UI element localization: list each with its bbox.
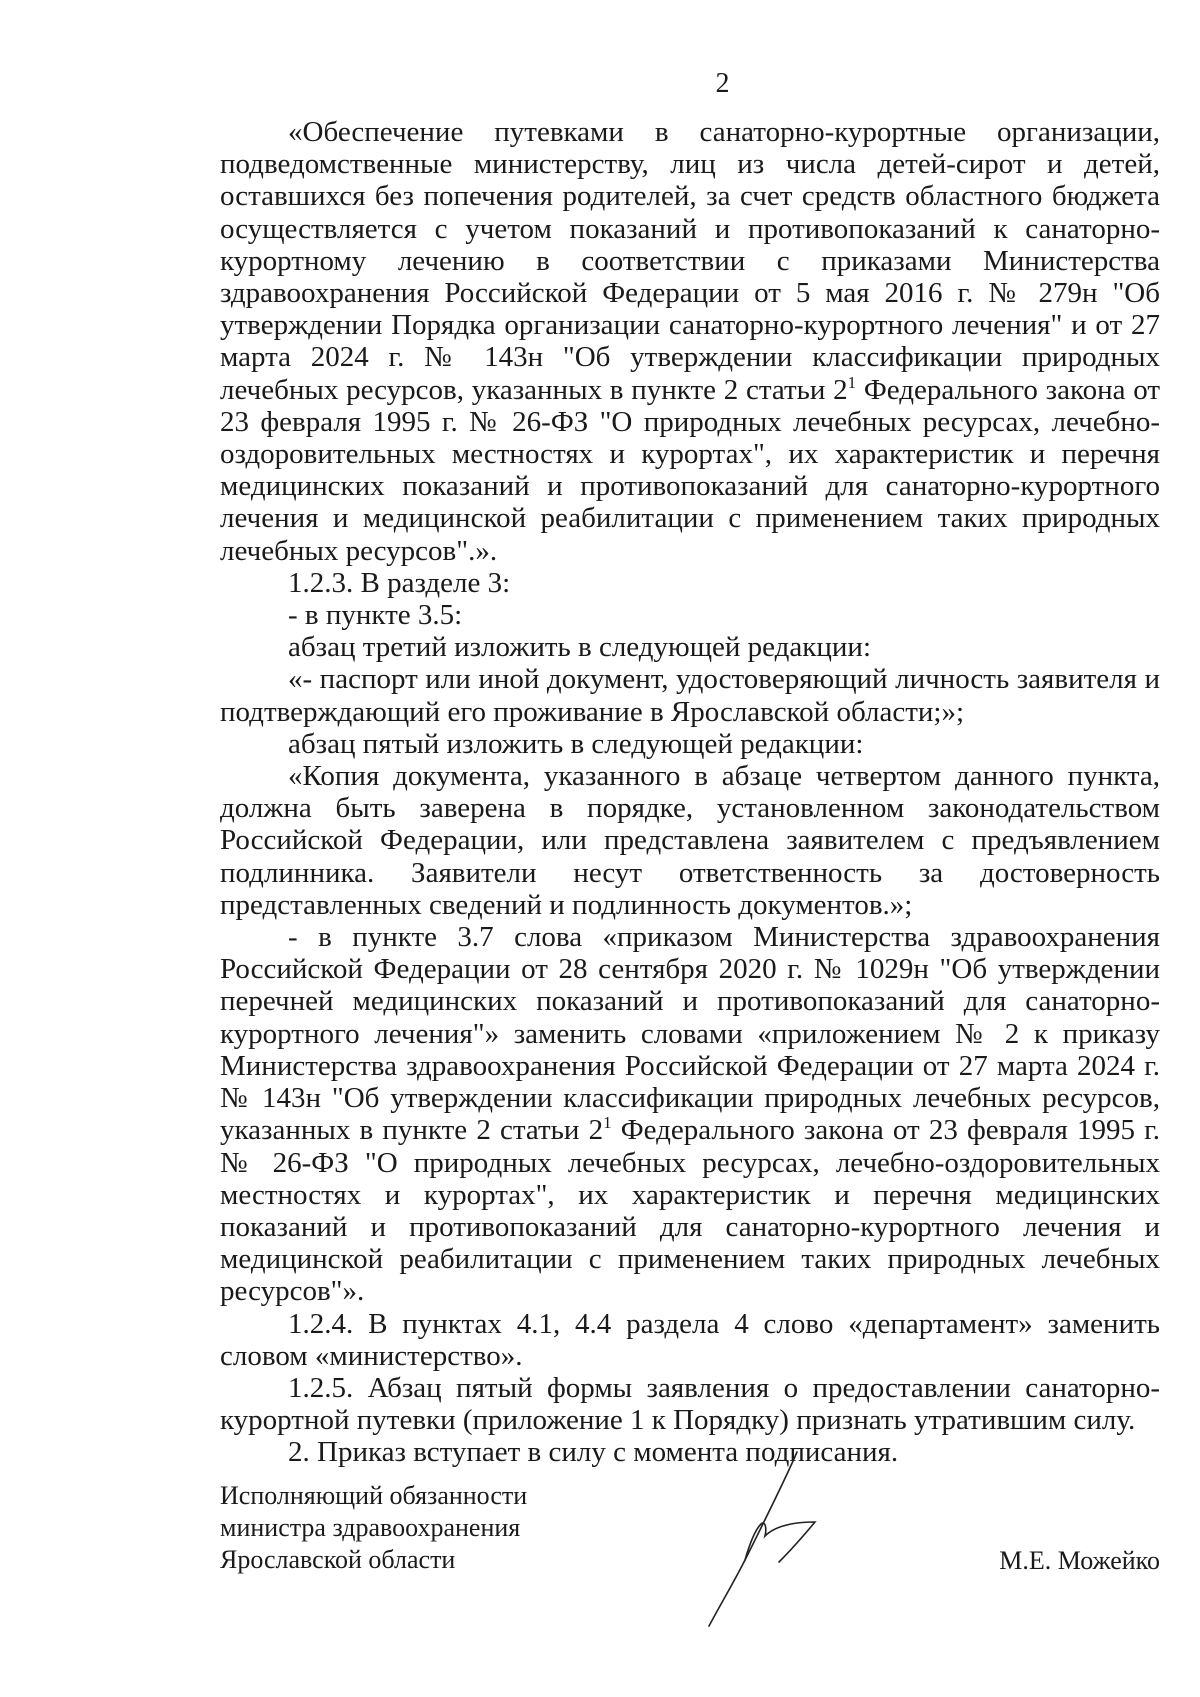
paragraph-point-3-7: [220, 921, 1160, 1307]
signer-position-line: министра здравоохранения: [220, 1513, 521, 1542]
signature-block: [220, 1480, 1160, 1640]
paragraph-1-2-4: 1.2.4. В пунктах 4.1, 4.4 раздела 4 слово «департамент» заменить словом «министерство».: [220, 1307, 1160, 1372]
paragraph-1-2-5: 1.2.5. Абзац пятый формы заявления о предоставлении санаторно-курортной путевки (приложение 1 к Порядку) признать утратившим силу.: [220, 1371, 1160, 1437]
page-number: 2: [715, 68, 730, 99]
superscript: 1: [847, 372, 857, 392]
signer-position-line: Исполняющий обязанности: [220, 1481, 528, 1510]
handwritten-signature: [705, 1450, 825, 1630]
paragraph-effective: 2. Приказ вступает в силу с момента подписания.: [288, 1436, 899, 1469]
paragraph-text: - в пункте 3.7 слова «приказом Министерства здравоохранения Российской Федерации от 28 сентября 2020 г. № 1029н "Об утверждении перечней медицинских показаний и противопоказаний для санаторно-курортного лечения"» заменить словами «приложением № 2 к приказу Министерства здравоохранения Российской Федерации от 27 марта 2024 г. № 143н "Об утверждении классификации природных лечебных ресурсов, указанных в пункте 2 статьи 2: [220, 921, 1160, 1147]
paragraph-text: Федерального закона от 23 февраля 1995 г. № 26-ФЗ "О природных лечебных ресурсах, лечебно-оздоровительных местностях и курортах", их характеристик и перечня медицинских показаний и противопоказаний для санаторно-курортного лечения и медицинской реабилитации с применением таких природных лечебных ресурсов".».: [220, 373, 1160, 567]
signer-position: [220, 1480, 527, 1576]
signer-position-line: Ярославской области: [220, 1545, 456, 1574]
paragraph-text: Федерального закона от 23 февраля 1995 г. № 26-ФЗ "О природных лечебных ресурсах, лечебно-оздоровительных местностях и курортах", их характеристик и перечня медицинских показаний и противопоказаний для санаторно-курортного лечения и медицинской реабилитации с применением таких природных лечебных ресурсов"».: [220, 1114, 1160, 1308]
paragraph-passport: «- паспорт или иной документ, удостоверяющий личность заявителя и подтверждающий его проживание в Ярославской области;»;: [220, 663, 1160, 728]
paragraph-1-2-3: 1.2.3. В разделе 3:: [288, 566, 511, 599]
paragraph-point-3-5: - в пункте 3.5:: [288, 599, 463, 632]
paragraph-fifth-abzac: абзац пятый изложить в следующей редакции:: [288, 727, 864, 760]
signer-name: М.Е. Можейко: [999, 1546, 1160, 1575]
document-body: [220, 116, 1160, 1469]
paragraph-document-copy: «Копия документа, указанного в абзаце четвертом данного пункта, должна быть заверена в порядке, установленном законодательством Российской Федерации, или представлена заявителем с предъявлением подлинника. Заявители несут ответственность за достоверность представленных сведений и подлинность документов.»;: [220, 760, 1160, 921]
paragraph-text: «Обеспечение путевками в санаторно-курортные организации, подведомственные министерству, лиц из числа детей-сирот и детей, оставшихся без попечения родителей, за счет средств областного бюджета осуществляется с учетом показаний и противопоказаний к санаторно-курортному лечению в соответствии с приказами Министерства здравоохранения Российской Федерации от 5 мая 2016 г. № 279н "Об утверждении Порядка организации санаторно-курортного лечения" и от 27 марта 2024 г. № 143н "Об утверждении классификации природных лечебных ресурсов, указанных в пункте 2 статьи 2: [220, 116, 1160, 406]
paragraph-third-abzac: абзац третий изложить в следующей редакции:: [288, 631, 872, 664]
superscript: 1: [603, 1113, 612, 1133]
paragraph-quote-sanatorium: [220, 116, 1160, 567]
